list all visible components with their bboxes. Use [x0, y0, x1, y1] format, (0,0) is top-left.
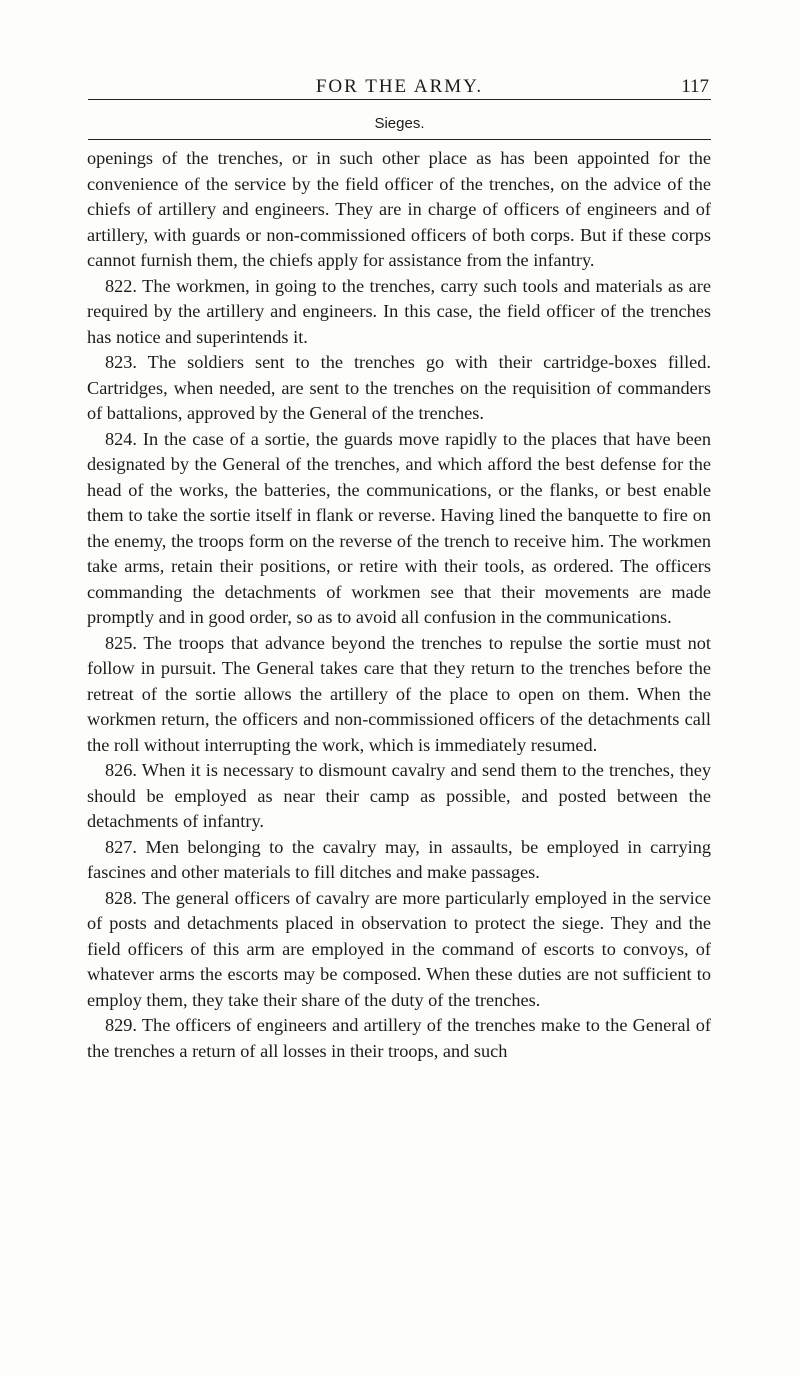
paragraph-829: 829. The officers of engineers and artillery of the trenches make to the General of the trenches a return of all losses in their troops, and such	[87, 1015, 711, 1061]
body-text	[87, 146, 711, 1064]
paragraph-823: 823. The soldiers sent to the trenches go with their cartridge-boxes filled. Cartridges, when needed, are sent to the trenches on the requisition of commanders of battalions, approved by the General of the trenches.	[87, 352, 711, 423]
header-rule-top	[88, 99, 711, 100]
header-rule-bottom	[88, 139, 711, 140]
section-heading: Sieges.	[374, 115, 425, 132]
paragraph-827: 827. Men belonging to the cavalry may, in assaults, be employed in carrying fascines and other materials to fill ditches and make passages.	[87, 836, 711, 882]
paragraph-828: 828. The general officers of cavalry are more particularly employed in the service of posts and detachments placed in observation to protect the siege. They and the field officers of this arm are employed in the command of escorts to convoys, of whatever arms the escorts may be composed. When these duties are not sufficient to employ them, they take their share of the duty of the trenches.	[87, 887, 711, 1010]
paragraph-continued: openings of the trenches, or in such other place as has been appointed for the convenience of the service by the field officer of the trenches, on the advice of the chiefs of artillery and engineers. They are in charge of officers of engineers and of artillery, with guards or non-commissioned officers of both corps. But if these corps cannot furnish them, the chiefs apply for assistance from the infantry.	[87, 148, 711, 270]
running-title: FOR THE ARMY.	[315, 76, 484, 97]
paragraph-825: 825. The troops that advance beyond the trenches to repulse the sortie must not follow in pursuit. The General takes care that they return to the trenches before the retreat of the sortie allows the artillery of the place to open on them. When the workmen return, the officers and non-commissioned officers of the detachments call the roll without interrupting the work, which is immediately resumed.	[87, 632, 711, 755]
paragraph-824: 824. In the case of a sortie, the guards move rapidly to the places that have been designated by the General of the trenches, and which afford the best defense for the head of the works, the batteries, the communications, or the flanks, or best enable them to take the sortie itself in flank or reverse. Having lined the banquette to fire on the enemy, the troops form on the reverse of the trench to receive him. The workmen take arms, retain their positions, or retire with their tools, as ordered. The officers commanding the detachments of workmen see that their movements are made promptly and in good order, so as to avoid all confusion in the communications.	[87, 428, 711, 627]
paragraph-822: 822. The workmen, in going to the trenches, carry such tools and materials as are required by the artillery and engineers. In this case, the field officer of the trenches has notice and superintends it.	[87, 275, 711, 347]
page-number: 117	[681, 76, 709, 97]
paragraph-826: 826. When it is necessary to dismount cavalry and send them to the trenches, they should be employed as near their camp as possible, and posted between the detachments of infantry.	[87, 760, 711, 831]
